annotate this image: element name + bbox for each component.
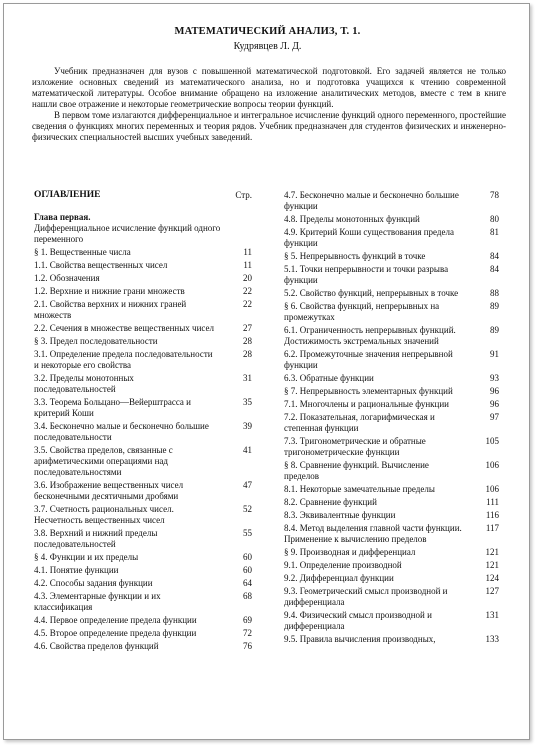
toc-entry (284, 349, 499, 371)
toc-entry-title: 3.6. Изображение вещественных чисел бесконечными десятичными дробями (34, 480, 184, 501)
toc-entry (284, 547, 499, 558)
toc-entry-title: 4.1. Понятие функции (34, 565, 119, 575)
toc-entry (34, 397, 252, 419)
toc-entry-title: § 5. Непрерывность функций в точке (284, 251, 426, 261)
toc-entry (284, 412, 499, 434)
toc-entry-page: 11 (243, 260, 252, 270)
toc-entry-page: 64 (243, 578, 252, 588)
toc-entry-page: 41 (243, 445, 252, 455)
toc-entry-title: 5.2. Свойство функций, непрерывных в точке (284, 288, 459, 298)
toc-entry-title: § 1. Вещественные числа (34, 247, 131, 257)
toc-entry-page: 28 (243, 349, 252, 359)
toc-entry-page: 78 (490, 190, 499, 200)
toc-entry (34, 641, 252, 652)
toc-entry (34, 528, 252, 550)
document-page (3, 3, 530, 740)
toc-entry-page: 39 (243, 421, 252, 431)
toc-entry (284, 251, 499, 262)
toc-entry-page: 89 (490, 301, 499, 311)
toc-entry (34, 273, 252, 284)
toc-entry (34, 247, 252, 258)
toc-entry-page: 81 (490, 227, 499, 237)
toc-entry-title: § 8. Сравнение функций. Вычисление пределов (284, 460, 429, 481)
toc-entry-title: 6.1. Ограниченность непрерывных функций. Достижимость экстремальных значений (284, 325, 456, 346)
toc-entry (284, 373, 499, 384)
toc-entry-title: 8.4. Метод выделения главной части функции. Применение к вычислению пределов (284, 523, 462, 544)
toc-heading: ОГЛАВЛЕНИЕ (34, 190, 101, 200)
toc-entry-page: 31 (243, 373, 252, 383)
toc-entry-page: 35 (243, 397, 252, 407)
toc-entry-page: 22 (243, 286, 252, 296)
toc-entry-title: 9.5. Правила вычисления производных, (284, 634, 436, 644)
toc-entry-page: 96 (490, 399, 499, 409)
toc-entry-title: 8.3. Эквивалентные функции (284, 510, 396, 520)
abstract-paragraph-1: Учебник предназначен для вузов с повышенной математической подготовкой. Его задачей является не только изложение основных сведений из математического анализа, но и подготовка учащихся к чтению современной математической литературы. Особое внимание обращено на изложение аналитических методов, вместе с тем в книге нашли свое отражение и некоторые геометрические вопросы теории функций. (32, 66, 506, 109)
toc-entry-page: 121 (485, 560, 499, 570)
toc-entry (34, 349, 252, 371)
toc-entry-title: § 6. Свойства функций, непрерывных на промежутках (284, 301, 440, 322)
toc-entry (34, 445, 252, 478)
toc-entry-title: 6.3. Обратные функции (284, 373, 374, 383)
toc-entry (284, 484, 499, 495)
toc-entry (284, 325, 499, 347)
toc-entry-title: 1.1. Свойства вещественных чисел (34, 260, 168, 270)
toc-entry (34, 373, 252, 395)
toc-entry-page: 106 (485, 484, 499, 494)
abstract-paragraph-2: В первом томе излагаются дифференциальное и интегральное исчисление функций одного переменного, простейшие сведения о функциях многих переменных и теория рядов. Учебник предназначен для студентов физических и инженерно-физических специальностей высших учебных заведений. (32, 110, 506, 142)
toc-entry (284, 301, 499, 323)
toc-entry (34, 615, 252, 626)
toc-entry-title: 4.3. Элементарные функции и их классификация (34, 591, 161, 612)
toc-entry (284, 460, 499, 482)
toc-entry-page: 96 (490, 386, 499, 396)
toc-entry-title: 4.7. Бесконечно малые и бесконечно большие функции (284, 190, 459, 211)
toc-entry-page: 20 (243, 273, 252, 283)
toc-entry (284, 386, 499, 397)
toc-entry-page: 84 (490, 264, 499, 274)
document-title: МАТЕМАТИЧЕСКИЙ АНАЛИЗ, Т. 1. (174, 26, 361, 37)
toc-entry-page: 91 (490, 349, 499, 359)
toc-entry-title: 3.8. Верхний и нижний пределы последовательностей (34, 528, 158, 549)
toc-entry (284, 523, 499, 545)
toc-entry-title: 9.4. Физический смысл производной и дифференциала (284, 610, 432, 631)
toc-entry (284, 586, 499, 608)
toc-entry-title: 3.5. Свойства пределов, связанные с арифметическими операциями над последовательностями (34, 445, 173, 477)
toc-entry-page: 60 (243, 565, 252, 575)
toc-entry-page: 27 (243, 323, 252, 333)
toc-entry-page: 111 (486, 497, 499, 507)
toc-entry-title: 7.1. Многочлены и рациональные функции (284, 399, 449, 409)
toc-entry-title: 6.2. Промежуточные значения непрерывной функции (284, 349, 453, 370)
toc-entry-page: 105 (485, 436, 499, 446)
toc-entry-page: 127 (485, 586, 499, 596)
toc-entry-title: 4.2. Способы задания функции (34, 578, 153, 588)
toc-entry-page: 131 (485, 610, 499, 620)
toc-entry (284, 436, 499, 458)
toc-entry-page: 133 (485, 634, 499, 644)
toc-entry-title: 3.2. Пределы монотонных последовательностей (34, 373, 134, 394)
toc-entry-title: § 3. Предел последовательности (34, 336, 158, 346)
toc-entry (284, 573, 499, 584)
toc-entry-page: 89 (490, 325, 499, 335)
toc-entry (34, 260, 252, 271)
toc-entry (34, 299, 252, 321)
toc-entry (34, 578, 252, 589)
toc-page-header: Стр. (235, 190, 252, 200)
toc-entry-title: 3.3. Теорема Больцано—Вейерштрасса и критерий Коши (34, 397, 191, 418)
toc-entry (284, 610, 499, 632)
toc-entry (34, 591, 252, 613)
toc-entry (284, 214, 499, 225)
toc-entry (284, 634, 499, 645)
toc-entry-title: 7.3. Тригонометрические и обратные тригонометрические функции (284, 436, 426, 457)
toc-entry-title: § 9. Производная и дифференциал (284, 547, 416, 557)
toc-entry-title: 3.1. Определение предела последовательности и некоторые его свойства (34, 349, 213, 370)
toc-entry (284, 288, 499, 299)
toc-entry-title: 9.1. Определение производной (284, 560, 402, 570)
toc-header (34, 190, 252, 212)
toc-entry-page: 117 (485, 523, 499, 533)
toc-entry (34, 565, 252, 576)
toc-entry-page: 68 (243, 591, 252, 601)
toc-entry-title: 4.4. Первое определение предела функции (34, 615, 197, 625)
chapter-title: Глава первая. (34, 212, 91, 222)
toc-entry-page: 121 (485, 547, 499, 557)
toc-entry-page: 22 (243, 299, 252, 309)
toc-entry-page: 93 (490, 373, 499, 383)
toc-entry (284, 190, 499, 212)
toc-entry-title: 9.2. Дифференциал функции (284, 573, 394, 583)
toc-entry (284, 510, 499, 521)
toc-entry-title: 4.9. Критерий Коши существования предела функции (284, 227, 454, 248)
toc-entry-page: 80 (490, 214, 499, 224)
toc-entry-title: 3.4. Бесконечно малые и бесконечно большие последовательности (34, 421, 209, 442)
toc-entry-page: 55 (243, 528, 252, 538)
toc-entry-page: 69 (243, 615, 252, 625)
toc-entry-page: 88 (490, 288, 499, 298)
toc-entry-title: 7.2. Показательная, логарифмическая и степенная функции (284, 412, 435, 433)
toc-entry-title: 2.1. Свойства верхних и нижних граней множеств (34, 299, 187, 320)
toc-entry-page: 124 (485, 573, 499, 583)
toc-entry-title: 4.5. Второе определение предела функции (34, 628, 197, 638)
toc-entry (34, 323, 252, 334)
toc-entry-page: 84 (490, 251, 499, 261)
chapter-subtitle: Дифференциальное исчисление функций одного переменного (34, 223, 221, 244)
toc-entry (34, 421, 252, 443)
toc-entry (284, 227, 499, 249)
toc-entry-title: 5.1. Точки непрерывности и точки разрыва функции (284, 264, 449, 285)
toc-entry (284, 497, 499, 508)
toc-entry-page: 60 (243, 552, 252, 562)
toc-right-column (284, 190, 499, 647)
toc-entry-title: 8.2. Сравнение функций (284, 497, 377, 507)
toc-entry-page: 47 (243, 480, 252, 490)
toc-entry-title: 2.2. Сечения в множестве вещественных чисел (34, 323, 214, 333)
toc-left-column (34, 190, 252, 654)
toc-entry-title: 1.2. Верхние и нижние грани множеств (34, 286, 185, 296)
toc-entry-title: 3.7. Счетность рациональных чисел. Несчетность вещественных чисел (34, 504, 174, 525)
toc-entry-page: 106 (485, 460, 499, 470)
toc-entry-page: 72 (243, 628, 252, 638)
toc-entry (34, 286, 252, 297)
toc-entry-title: § 4. Функции и их пределы (34, 552, 139, 562)
toc-entry-title: 1.2. Обозначения (34, 273, 100, 283)
abstract (32, 66, 506, 143)
toc-entry-page: 116 (485, 510, 499, 520)
toc-entry (284, 399, 499, 410)
toc-entry (284, 264, 499, 286)
toc-entry (34, 628, 252, 639)
toc-entry-page: 97 (490, 412, 499, 422)
toc-entry-page: 52 (243, 504, 252, 514)
toc-entry-title: § 7. Непрерывность элементарных функций (284, 386, 453, 396)
toc-entry-title: 9.3. Геометрический смысл производной и дифференциала (284, 586, 448, 607)
toc-entry (34, 336, 252, 347)
document-author: Кудрявцев Л. Д. (233, 41, 302, 52)
toc-entry (34, 552, 252, 563)
toc-entry (34, 504, 252, 526)
toc-entry-page: 76 (243, 641, 252, 651)
toc-entry-page: 28 (243, 336, 252, 346)
toc-entry-title: 4.6. Свойства пределов функций (34, 641, 159, 651)
toc-entry-title: 8.1. Некоторые замечательные пределы (284, 484, 435, 494)
toc-entry-page: 11 (243, 247, 252, 257)
toc-entry (284, 560, 499, 571)
toc-entry-title: 4.8. Пределы монотонных функций (284, 214, 420, 224)
toc-entry (34, 480, 252, 502)
